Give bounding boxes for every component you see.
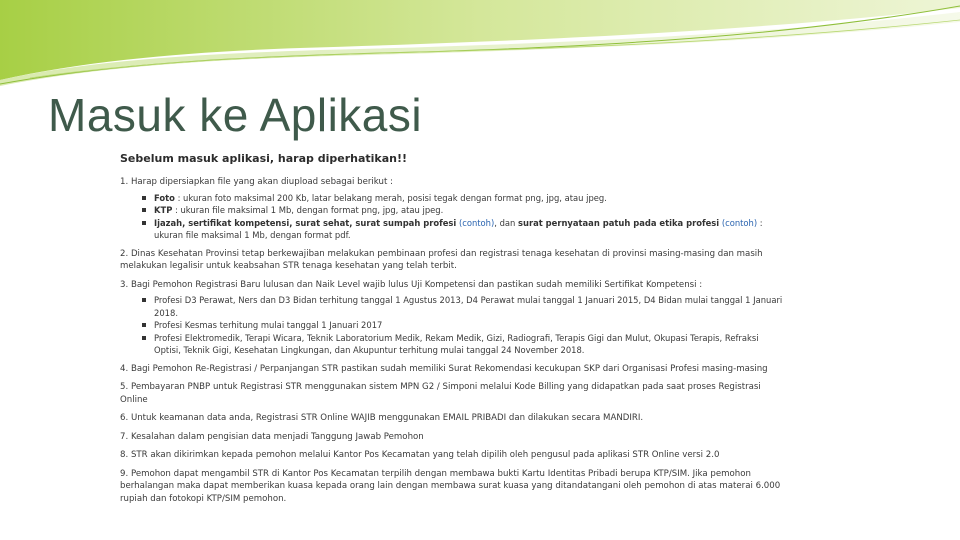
list-item: [120, 363, 784, 376]
list-item: [120, 412, 784, 425]
item-number: 4.: [120, 363, 129, 374]
list-item: [120, 431, 784, 444]
item-number: 8.: [120, 450, 129, 460]
sub-item-text: : ukuran file maksimal 1 Mb, dengan format png, jpg, atau jpeg.: [172, 205, 444, 215]
list-item: [120, 449, 784, 462]
list-item: [120, 468, 784, 506]
item-number: 1.: [120, 177, 129, 187]
sub-list-item: Profesi Elektromedik, Terapi Wicara, Teknik Laboratorium Medik, Rekam Medik, Gizi, Radiografi, Terapis Gigi dan Mulut, Okupasi Terapis, Refraksi Optisi, Teknik Gigi, Kesehatan Lingkungan, dan Akupuntur terhitung mulai tanggal 24 November 2018.: [142, 332, 784, 357]
item-text: Kesalahan dalam pengisian data menjadi Tanggung Jawab Pemohon: [130, 431, 424, 442]
item-text: Dinas Kesehatan Provinsi tetap berkewajiban melakukan pembinaan profesi dan registrasi tenaga kesehatan di provinsi masing-masing dan masih melakukan legalisir untuk keabsahan STR tenaga kesehatan yang telah terbit.: [120, 248, 763, 271]
sub-list: [120, 294, 784, 357]
item-text: Bagi Pemohon Re-Registrasi / Perpanjangan STR pastikan sudah memiliki Surat Rekomendasi kecukupan SKP dari Organisasi Profesi masing-masing: [130, 363, 768, 374]
sub-list-item: Profesi D3 Perawat, Ners dan D3 Bidan terhitung tanggal 1 Agustus 2013, D4 Perawat mulai tanggal 1 Januari 2015, D4 Bidan mulai tanggal 1 Januari 2018.: [142, 294, 784, 319]
list-item: [120, 381, 784, 406]
item-number: 5.: [120, 382, 129, 392]
instructions-panel: [116, 148, 784, 511]
sub-item-text: : ukuran file maksimal 1 Mb, dengan format pdf.: [154, 217, 763, 240]
sub-item-text: , dan: [494, 217, 518, 228]
list-item: [120, 176, 784, 242]
sub-list-item: [142, 204, 784, 217]
slide-title: Masuk ke Aplikasi: [48, 89, 423, 141]
panel-heading: Sebelum masuk aplikasi, harap diperhatikan!!: [120, 152, 408, 165]
item-text: Pemohon dapat mengambil STR di Kantor Pos Kecamatan terpilih dengan membawa bukti Kartu Identitas Pribadi berupa KTP/SIM. Jika pemohon berhalangan maka dapat memberikan kuasa kepada orang lain dengan membawa surat kuasa yang ditandatangani oleh pemohon di atas materai 6.000 rupiah dan fotokopi KTP/SIM pemohon.: [120, 468, 781, 504]
list-item: [120, 248, 784, 273]
sub-list-item: [142, 192, 784, 205]
example-link[interactable]: (contoh): [721, 217, 758, 228]
item-text: Untuk keamanan data anda, Registrasi STR Online WAJIB menggunakan EMAIL PRIBADI dan dilakukan secara MANDIRI.: [130, 413, 644, 423]
sub-item-label: KTP: [154, 205, 173, 215]
item-text: Harap dipersiapkan file yang akan diupload sebagai berikut :: [130, 177, 393, 187]
sub-item-label: surat pernyataan patuh pada etika profesi: [518, 217, 720, 228]
sub-list-item: [142, 217, 784, 242]
instruction-list: [116, 176, 784, 505]
item-number: 2.: [120, 248, 129, 259]
item-text: Bagi Pemohon Registrasi Baru lulusan dan Naik Level wajib lulus Uji Kompetensi dan pastikan sudah memiliki Sertifikat Kompetensi :: [130, 279, 703, 290]
sub-item-label: Foto: [154, 192, 175, 203]
item-text: Pembayaran PNBP untuk Registrasi STR menggunakan sistem MPN G2 / Simponi melalui Kode Billing yang didapatkan pada saat proses Registrasi Online: [120, 382, 761, 405]
header-swoosh-decoration: [0, 0, 960, 90]
item-number: 9.: [120, 468, 129, 479]
item-text: STR akan dikirimkan kepada pemohon melalui Kantor Pos Kecamatan yang telah dipilih oleh pengusul pada aplikasi STR Online versi 2.0: [130, 450, 720, 460]
sub-list-item: Profesi Kesmas terhitung mulai tanggal 1 Januari 2017: [142, 319, 784, 332]
example-link[interactable]: (contoh): [458, 217, 495, 228]
sub-item-label: Ijazah, sertifikat kompetensi, surat sehat, surat sumpah profesi: [154, 217, 457, 228]
list-item: [120, 279, 784, 357]
item-number: 6.: [120, 413, 129, 423]
item-number: 3.: [120, 279, 129, 290]
item-number: 7.: [120, 431, 129, 442]
sub-list: [120, 192, 784, 242]
sub-item-text: : ukuran foto maksimal 200 Kb, latar belakang merah, posisi tegak dengan format png, jpg, atau jpeg.: [174, 192, 607, 203]
